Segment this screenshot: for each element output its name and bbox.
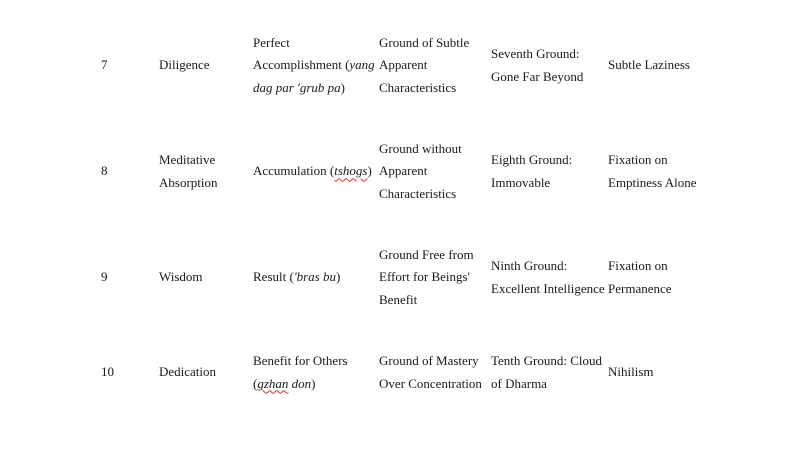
obscuration-line: Subtle Laziness: [608, 57, 690, 73]
aspect-text-after: ): [311, 375, 316, 391]
aspect-line: [253, 266, 377, 289]
aspect-line: [253, 54, 377, 77]
aspect-text: Benefit for Others: [253, 353, 348, 368]
ground-description-line: Benefit: [379, 291, 418, 307]
obscuration-cell: [608, 350, 728, 395]
ground-description-line: Ground of Mastery: [379, 353, 479, 368]
tibetan-term-misspelled: gzhan: [257, 375, 289, 391]
table-row: [0, 350, 800, 395]
perfection-line: Dedication: [159, 364, 217, 380]
aspect-text: Accumulation (: [253, 163, 335, 179]
perfection-cell: [159, 244, 249, 311]
ground-description-line: Characteristics: [379, 79, 457, 95]
bhumi-line: Tenth Ground: Cloud: [491, 353, 603, 368]
ground-description-cell: [379, 32, 489, 99]
obscuration-cell: [608, 32, 728, 99]
obscuration-cell: [608, 138, 728, 205]
ground-description-cell: [379, 138, 489, 205]
ground-number: [101, 350, 151, 395]
ground-description-line: Ground of Subtle: [379, 34, 470, 50]
aspect-text: (: [253, 375, 258, 391]
perfection-cell: [159, 350, 249, 395]
ground-number-text: 9: [101, 269, 108, 285]
aspect-line: [253, 160, 377, 183]
aspect-cell: [253, 244, 377, 311]
ground-description-line: Over Concentration: [379, 375, 482, 391]
aspect-text-after: ): [335, 269, 341, 285]
perfection-cell: [159, 138, 249, 205]
aspect-cell: [253, 138, 377, 205]
table-row: [0, 32, 800, 99]
ground-number-text: 7: [101, 57, 108, 73]
bhumi-line: Immovable: [491, 174, 551, 190]
perfection-line: Meditative: [159, 152, 216, 167]
bhumi-cell: [491, 138, 607, 205]
aspect-text: Accomplishment (: [253, 57, 350, 73]
ground-description-line: Characteristics: [379, 185, 457, 201]
bhumi-line: Eighth Ground:: [491, 152, 573, 167]
ground-number-text: 10: [101, 364, 114, 380]
ground-description-line: Apparent: [379, 163, 428, 179]
tibetan-term: 'bras bu: [293, 269, 336, 285]
ground-description-line: Apparent: [379, 57, 428, 73]
bhumi-line: of Dharma: [491, 375, 547, 391]
perfection-line: Wisdom: [159, 269, 203, 285]
aspect-text: Perfect: [253, 34, 290, 50]
obscuration-line: Emptiness Alone: [608, 174, 697, 190]
ground-number: [101, 138, 151, 205]
obscuration-cell: [608, 244, 728, 311]
tibetan-term: dag par 'grub pa: [253, 79, 341, 95]
aspect-line: [253, 32, 377, 55]
aspect-text-after: ): [340, 79, 345, 95]
bhumi-line: Ninth Ground:: [491, 258, 568, 273]
bhumi-cell: [491, 244, 607, 311]
bhumi-cell: [491, 32, 607, 99]
obscuration-line: Nihilism: [608, 364, 654, 380]
aspect-line: [253, 77, 377, 100]
obscuration-line: Fixation on: [608, 152, 668, 167]
aspect-text: Result (: [253, 269, 294, 285]
bhumi-line: Gone Far Beyond: [491, 68, 584, 84]
ground-number: [101, 32, 151, 99]
perfection-line: Diligence: [159, 57, 210, 73]
tibetan-term: yang: [349, 57, 375, 73]
ground-description-line: Ground without: [379, 140, 462, 156]
ground-description-line: Effort for Beings': [379, 269, 470, 285]
aspect-cell: [253, 350, 377, 395]
ground-description-cell: [379, 244, 489, 311]
tibetan-term: don: [288, 375, 312, 391]
bhumi-line: Excellent Intelligence: [491, 280, 605, 296]
aspect-line: [253, 373, 377, 396]
ground-description-cell: [379, 350, 489, 395]
ground-description-line: Ground Free from: [379, 246, 474, 262]
ground-number-text: 8: [101, 163, 108, 179]
table-row: [0, 138, 800, 205]
obscuration-line: Permanence: [608, 280, 672, 296]
bhumi-line: Seventh Ground:: [491, 46, 580, 61]
aspect-text-after: ): [367, 163, 372, 179]
aspect-line: [253, 350, 377, 373]
bhumi-cell: [491, 350, 607, 395]
ground-number: [101, 244, 151, 311]
perfection-line: Absorption: [159, 174, 218, 190]
aspect-cell: [253, 32, 377, 99]
obscuration-line: Fixation on: [608, 258, 668, 273]
table-row: [0, 244, 800, 311]
perfection-cell: [159, 32, 249, 99]
tibetan-term: tshogs: [334, 163, 368, 179]
